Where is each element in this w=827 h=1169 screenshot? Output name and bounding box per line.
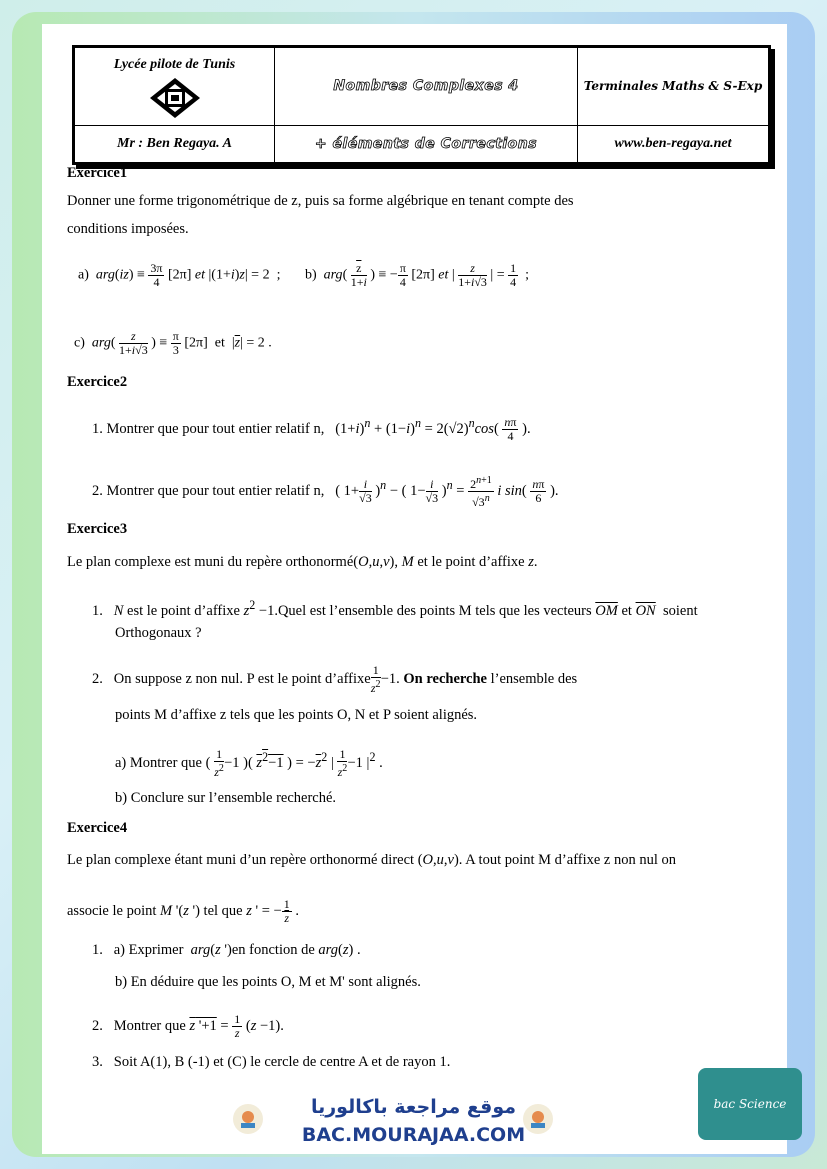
- website-label: www.ben-regaya.net: [614, 136, 732, 151]
- teacher-cell: [75, 126, 275, 163]
- school-name: Lycée pilote de Tunis: [113, 56, 236, 72]
- exercise3-intro-text: Le plan complexe est muni du repère orthonormé: [67, 554, 354, 570]
- bac-science-badge: bac Science: [698, 1068, 802, 1140]
- exercise4-intro: Le plan complexe étant muni d’un repère orthonormé direct (O,u,v). A tout point M d’affixe z non nul on: [67, 852, 677, 868]
- exercise2-title: Exercice2: [67, 374, 128, 390]
- exercise3-title: Exercice3: [67, 521, 128, 537]
- exercise3-intro: Le plan complexe est muni du repère orthonormé(O,u,v), M et le point d’affixe z.: [67, 554, 538, 570]
- level-cell: [578, 48, 769, 126]
- exercise4-intro-text3: associe le point: [67, 902, 157, 919]
- exercise1-item-a: a) arg(iz) ≡ $\frac{3\pi}{4}$ [2π] et |(1+i)z| = 2 ; b) arg( $\frac{\overline{z}}{1+i}$ ) ≡ − $\frac{\pi}{4}$ [2π] et | $\frac{z}{1+i√3}$ | = $\frac{1}{4}$ ;: [78, 261, 530, 289]
- school-logo-icon: [148, 77, 202, 119]
- exercise4-q3: 3. Soit A(1), B (-1) et (C) le cercle de centre A et de rayon 1.: [92, 1054, 451, 1070]
- exercise2-q1-text: 1. Montrer que pour tout entier relatif n,: [92, 420, 325, 437]
- exercise3-q1-part1: est le point d’affixe: [127, 602, 240, 619]
- exercise3-q2-bold: On recherche: [403, 670, 487, 687]
- footer-arabic-title: موقع مراجعة باكالوريا: [310, 1096, 517, 1118]
- exercise4-intro-line2: associe le point M '(z ') tel que z ' = − $\frac{1}{z}$ .: [67, 897, 299, 925]
- exercise1-intro-line1: Donner une forme trigonométrique de z, puis sa forme algébrique en tenant compte des: [67, 193, 574, 209]
- exercise4-q1a-text2: en fonction de: [231, 942, 315, 958]
- exercise4-intro-text1: Le plan complexe étant muni d’un repère orthonormé direct: [67, 852, 415, 868]
- exercise4-title: Exercice4: [67, 820, 128, 836]
- exercise3-q2b: b) Conclure sur l’ensemble recherché.: [115, 790, 337, 806]
- exercise3-q1: 1. N est le point d’affixe $z^2$ −1.Quel est l’ensemble des points M tels que les vecteurs $\overline{OM}$ et $\overline{ON}$ soient: [92, 598, 698, 619]
- title-cell: [275, 48, 578, 126]
- exercise3-q2-part2: l’ensemble des: [490, 670, 578, 687]
- exercise3-q2-part1: On suppose z non nul. P est le point d’affixe: [113, 670, 371, 687]
- exercise1-item-c: c) arg( $\frac{z}{1+i√3}$ ) ≡ $\frac{\pi}{3}$ [2π] et $|\overline{z}| = 2$ .: [74, 329, 272, 357]
- exercise3-q2a: a) Montrer que ( $\frac{1}{z^2}$ −1 )( $z^2-1$ ) = $-\overline{z}^2$ | $\frac{1}{z^2}$ −1 $|^2$ .: [115, 747, 383, 779]
- exercise3-q1-end: Orthogonaux ?: [115, 625, 202, 641]
- exercise4-q1a: 1. a) Exprimer arg(z ')en fonction de arg(z) .: [92, 942, 361, 958]
- exercise4-q1a-text: a) Exprimer: [113, 942, 184, 958]
- exercise4-q2-text: Montrer que: [113, 1017, 186, 1034]
- document-title: Nombres Complexes 4: [333, 78, 519, 94]
- school-cell: [75, 48, 275, 126]
- header-table: [72, 45, 771, 165]
- exercise3-q2-line2: points M d’affixe z tels que les points O, N et P soient alignés.: [115, 707, 478, 723]
- website-cell: [578, 126, 769, 163]
- exercise4-q1b: b) En déduire que les points O, M et M' sont alignés.: [115, 974, 421, 990]
- exercise4-intro-text2: . A tout point M d’affixe z non nul on: [458, 852, 677, 868]
- exercise3-q2a-text: a) Montrer que: [115, 754, 202, 771]
- document-subtitle: + éléments de Corrections: [314, 135, 538, 152]
- subtitle-cell: [275, 126, 578, 163]
- level-label: Terminales Maths & S-Exp: [583, 78, 763, 93]
- exercise4-q3-text: Soit A(1), B (-1) et (C) le cercle de centre A et de rayon 1.: [113, 1054, 451, 1070]
- exercise3-q1-part2: .Quel est l’ensemble des points M tels que les vecteurs: [274, 602, 592, 619]
- exercise1-intro-line2: conditions imposées.: [67, 221, 189, 237]
- footer-site-link[interactable]: BAC.MOURAJAA.COM: [301, 1124, 526, 1146]
- exercise2-q2-text: 2. Montrer que pour tout entier relatif n,: [92, 482, 325, 499]
- exercise4-q2: 2. Montrer que z '+1 = $\frac{1}{z}$ (z −1).: [92, 1012, 284, 1040]
- exercise2-q1: 1. Montrer que pour tout entier relatif n, $(1+i)^n + (1-i)^n = 2(√2)^n\cos$( $\frac{n\pi}{4}$ ).: [92, 415, 531, 443]
- teacher-name: Mr : Ben Regaya. A: [117, 136, 232, 151]
- exercise3-q2: 2. On suppose z non nul. P est le point d’affixe $\frac{1}{z^2}$ −1. On recherche l’ensemble des: [92, 663, 578, 695]
- exercise1-title: Exercice1: [67, 165, 128, 181]
- exercise2-q2: 2. Montrer que pour tout entier relatif n, ( 1+ $\frac{i}{√3}$ )$^n$ − ( 1− $\frac{i}{√3}$ )$^n$ = $\frac{2^{n+1}}{√3^n}$ i sin( $\frac{n\pi}{6}$ ).: [92, 475, 559, 509]
